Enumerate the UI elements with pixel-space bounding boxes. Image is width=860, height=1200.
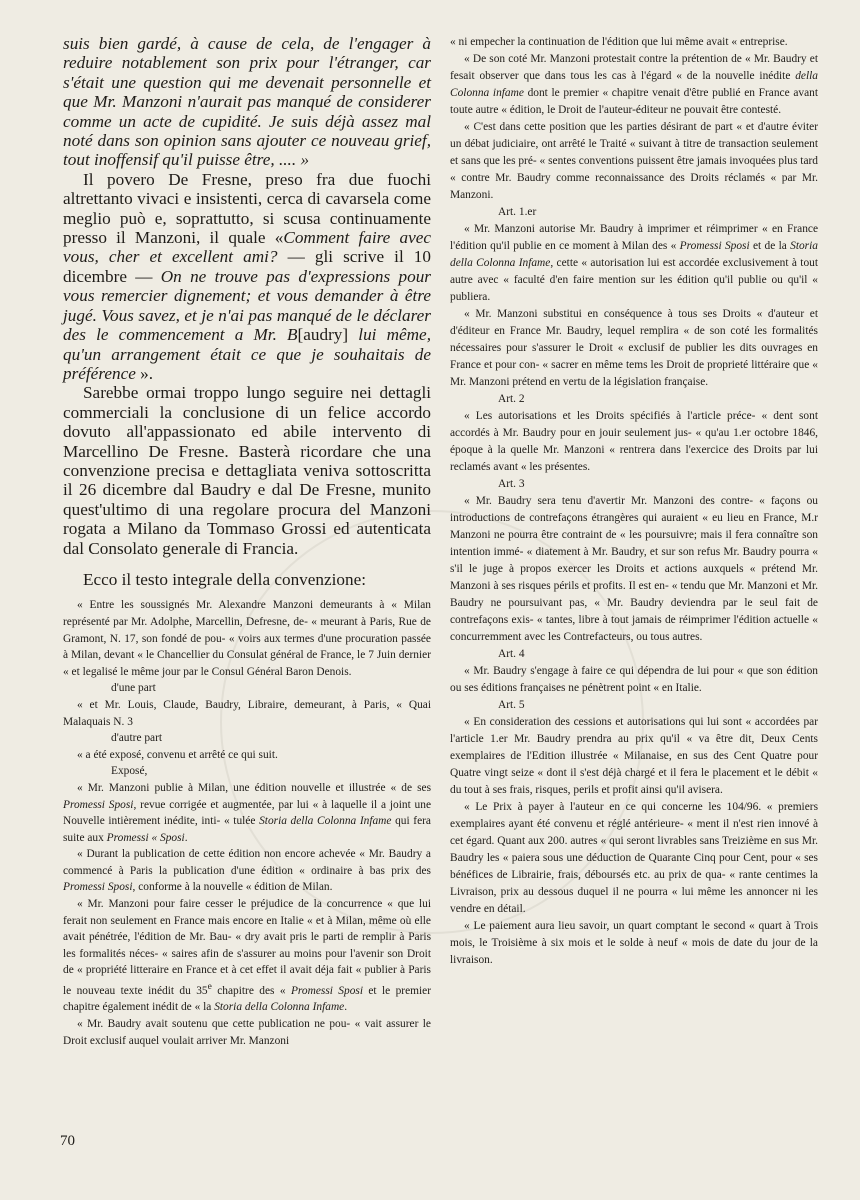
convention-paragraph: « Durant la publication de cette édition non encore achevée « Mr. Baudry a commencé à Paris la publication d'une édition « ordinaire à bas prix des Promessi Sposi, conforme à la nouvelle « édition de Milan.	[63, 848, 431, 894]
convention-paragraph: « Le paiement aura lieu savoir, un quart comptant le second « quart à Trois mois, le Troisième à six mois et le solde à neuf « mois de date du jour de la livraison.	[450, 920, 818, 966]
convention-paragraph: « Mr. Baudry avait soutenu que cette publication ne pou- « vait assurer le Droit exclusif auquel voulait arriver Mr. Manzoni	[63, 1018, 431, 1047]
convention-heading: Ecco il testo integrale della convenzione:	[83, 569, 366, 589]
convention-section-label: Exposé,	[111, 765, 148, 778]
convention-paragraph: « ni empecher la continuation de l'édition que lui même avait « entreprise.	[450, 36, 788, 48]
convention-paragraph: « Mr. Manzoni pour faire cesser le préjudice de la concurrence « que lui ferait non seulement en France mais encore en Italie « et à Milan, même où elle avait pénétrée, l'édition de Mr. Bau- « dry avait pris le parti de remplir à Paris les formalités néces- « saires afin de s'assurer au moins pour l'avenir son Droit de « propriété litteraire en France et à cet effet il avait déja fait « publier à Paris le nouveau texte inédit du 35e chapitre des « Promessi Sposi et le premier chapitre également inédit de « la Storia della Colonna Infame.	[63, 898, 432, 1014]
quoted-letter-text: suis bien gardé, à cause de cela, de l'engager à reduire notablement son prix pour l'étranger, car s'était une question qui me devenait personnelle et que Mr. Manzoni n'aurait pas manqué de considerer comme un acte de cupidité. Je suis déjà assez mal noté dans son opinion sans ajouter ce nouveau grief, tout inoffensif qu'il puisse être, .... »	[63, 34, 431, 170]
convention-party-label: d'autre part	[111, 732, 163, 745]
article-heading: Art. 5	[498, 699, 525, 711]
convention-paragraph: « Mr. Manzoni substitui en conséquence à tous ses Droits « d'auteur et d'éditeur en France Mr. Baudry, lequel remplira « de son coté les formalités nécessaires pour s'assurer le Droit « exclusif de publier les dits ouvrages en France et pour con- « sacrer en même tems les Droit de proprieté littéraire que « Mr. Manzoni prétend en vertu de la législation française.	[450, 308, 818, 388]
convention-party-label: d'une part	[111, 682, 156, 695]
convention-paragraph: « Mr. Manzoni publie à Milan, une édition nouvelle et illustrée « de ses Promessi Sposi, revue corrigée et augmentée, par lui « à laquelle il a joint une Nouvelle intièrement inédite, inti- « tulée Storia della Colonna Infame qui fera suite aux Promessi « Sposi.	[63, 781, 431, 844]
paragraph	[63, 34, 431, 170]
convention-paragraph: « Mr. Baudry s'engage à faire ce qui dépendra de lui pour « que son édition ou ses éditions françaises ne pénètrent point « en Italie.	[450, 665, 818, 694]
convention-paragraph: « Les autorisations et les Droits spécifiés à l'article préce- « dent sont accordés à Mr. Baudry pour en jouir seulement jus- « qu'au 1.er octobre 1846, époque à la quelle Mr. Manzoni « rentrera dans l'exercice des Droits par lui reclamés avant « les présentes.	[450, 410, 818, 473]
convention-paragraph: « En consideration des cessions et autorisations qui lui sont « accordées par l'article 1.er Mr. Baudry prendra au prix qu'il « va être dit, Deux Cents exemplaires de l'Edition illustrée « Milanaise, en sus des Cent Quatre pour Quatre vingt seize « dont il s'est déjà chargé et il fera le placement et le débit « du tout à ses frais, risques, perils et profit ainsi qu'il avisera.	[450, 716, 818, 796]
right-column	[450, 34, 818, 969]
convention-paragraph: « Le Prix à payer à l'auteur en ce qui concerne les 104/96. « premiers exemplaires ayant été convenu et réglé antérieure- « ment il n'est rien innové à cet égard. Quant aux 200. autres « qui seront livrables sans Treizième en sus Mr. Baudry les « paiera sous une déduction de Quarante Cinq pour Cent, pour « ses bénéfices de Librairie, frais, déboursés etc. au prix de qua- « rante centimes la Livraison, prix au dessous duquel il ne pourra « lui même les annoncer ni les vendre en détail.	[450, 801, 818, 915]
paragraph: Sarebbe ormai troppo lungo seguire nei dettagli commerciali la conclusione di un felice accordo dovuto all'appassionato ed abile intervento di Marcellino De Fresne. Basterà ricordare che una convenzione precisa e dettagliata veniva sottoscritta il 26 dicembre dal Baudry e dal De Fresne, munito quest'ultimo di una regolare procura del Manzoni rogata a Milano da Tommaso Grossi ed autenticata dal Consolato generale di Francia.	[63, 383, 431, 558]
article-heading: Art. 1.er	[498, 206, 537, 218]
left-column	[63, 34, 431, 1049]
convention-paragraph: « a été exposé, convenu et arrêté ce qui suit.	[77, 748, 278, 761]
convention-text	[63, 597, 431, 1049]
article-heading: Art. 4	[498, 648, 525, 660]
convention-paragraph: « Mr. Manzoni autorise Mr. Baudry à imprimer et réimprimer « en France l'édition qu'il publie en ce moment à Milan des « Promessi Sposi et de la Storia della Colonna Infame, cette « autorisation lui est accordée exclusivement à tout autre avec « faculté d'en faire mention sur les édition qu'il publie ou qu'il « publiera.	[450, 223, 818, 303]
article-heading: Art. 2	[498, 393, 525, 405]
convention-paragraph: « Entre les soussignés Mr. Alexandre Manzoni demeurants à « Milan représenté par Mr. Adolphe, Marcellin, Defresne, de- « meurant à Paris, Rue de Gramont, N. 17, son fondé de pou- « voirs aux termes d'une procuration passée à Milan, devant « le Chancellier du Consulat général de France, le 7 Juin dernier « et legalisé le même jour par le Consul Général Baron Denois.	[63, 599, 431, 678]
article-heading: Art. 3	[498, 478, 525, 490]
page-number: 70	[60, 1133, 75, 1149]
convention-paragraph: « C'est dans cette position que les parties désirant de part « et d'autre éviter un débat judiciaire, ont arrêté le Traité « suivant à titre de transaction seulement et sans que les pré- « sentes conventions puissent être jamais invoquées plus tard « contre Mr. Baudry comme reconnaissance des Droits réclamés « par Mr. Manzoni.	[450, 121, 818, 201]
convention-paragraph: « et Mr. Louis, Claude, Baudry, Libraire, demeurant, à Paris, « Quai Malaquais N. 3	[63, 698, 431, 728]
convention-paragraph: « De son coté Mr. Manzoni protestait contre la prétention de « Mr. Baudry et fesait observer que dans tous les cas à l'égard « de la nouvelle inédite della Colonna infame dont le premier « chapitre venait d'être publié en France avant toute autre « édition, le Droit de l'auteur-éditeur ne pouvait être contesté.	[450, 53, 818, 116]
convention-paragraph: « Mr. Baudry sera tenu d'avertir Mr. Manzoni des contre- « façons ou introductions de contrefaçons étrangères qui auraient « eu lieu en France, M.r Manzoni ne pourra être contraint de « les poursuivre; mais il fera connaître son intention immé- « diatement à Mr. Baudry, et sur son refus Mr. Baudry pourra « s'il le juge à propos exercer les Droits et actions auxquels « prétend Mr. Manzoni à ses risques périls et profits. Il est en- « tendu que Mr. Manzoni et Mr. Baudry ne poursuivant pas, « Mr. Baudry deviendra par le seul fait de contrefaçons exis- « tantes, libre à tout jamais de réimprimer l'édition actuelle « concurremment avec les Contrefacteurs, ou tous autres.	[450, 495, 818, 643]
paragraph: Il povero De Fresne, preso fra due fuochi altrettanto vivaci e insistenti, cerca di cavarsela come meglio può e, soprattutto, si scusa continuamente presso il Manzoni, il quale «Comment faire avec vous, cher et excellent ami? — gli scrive il 10 dicembre — On ne trouve pas d'expressions pour vous remercier dignement; et vous demander à être jugé. Vous savez, et je n'ai pas manqué de le déclarer des le commencement a Mr. B[audry] lui même, qu'un arrangement était ce que je souhaitais de préférence ».	[63, 169, 431, 383]
